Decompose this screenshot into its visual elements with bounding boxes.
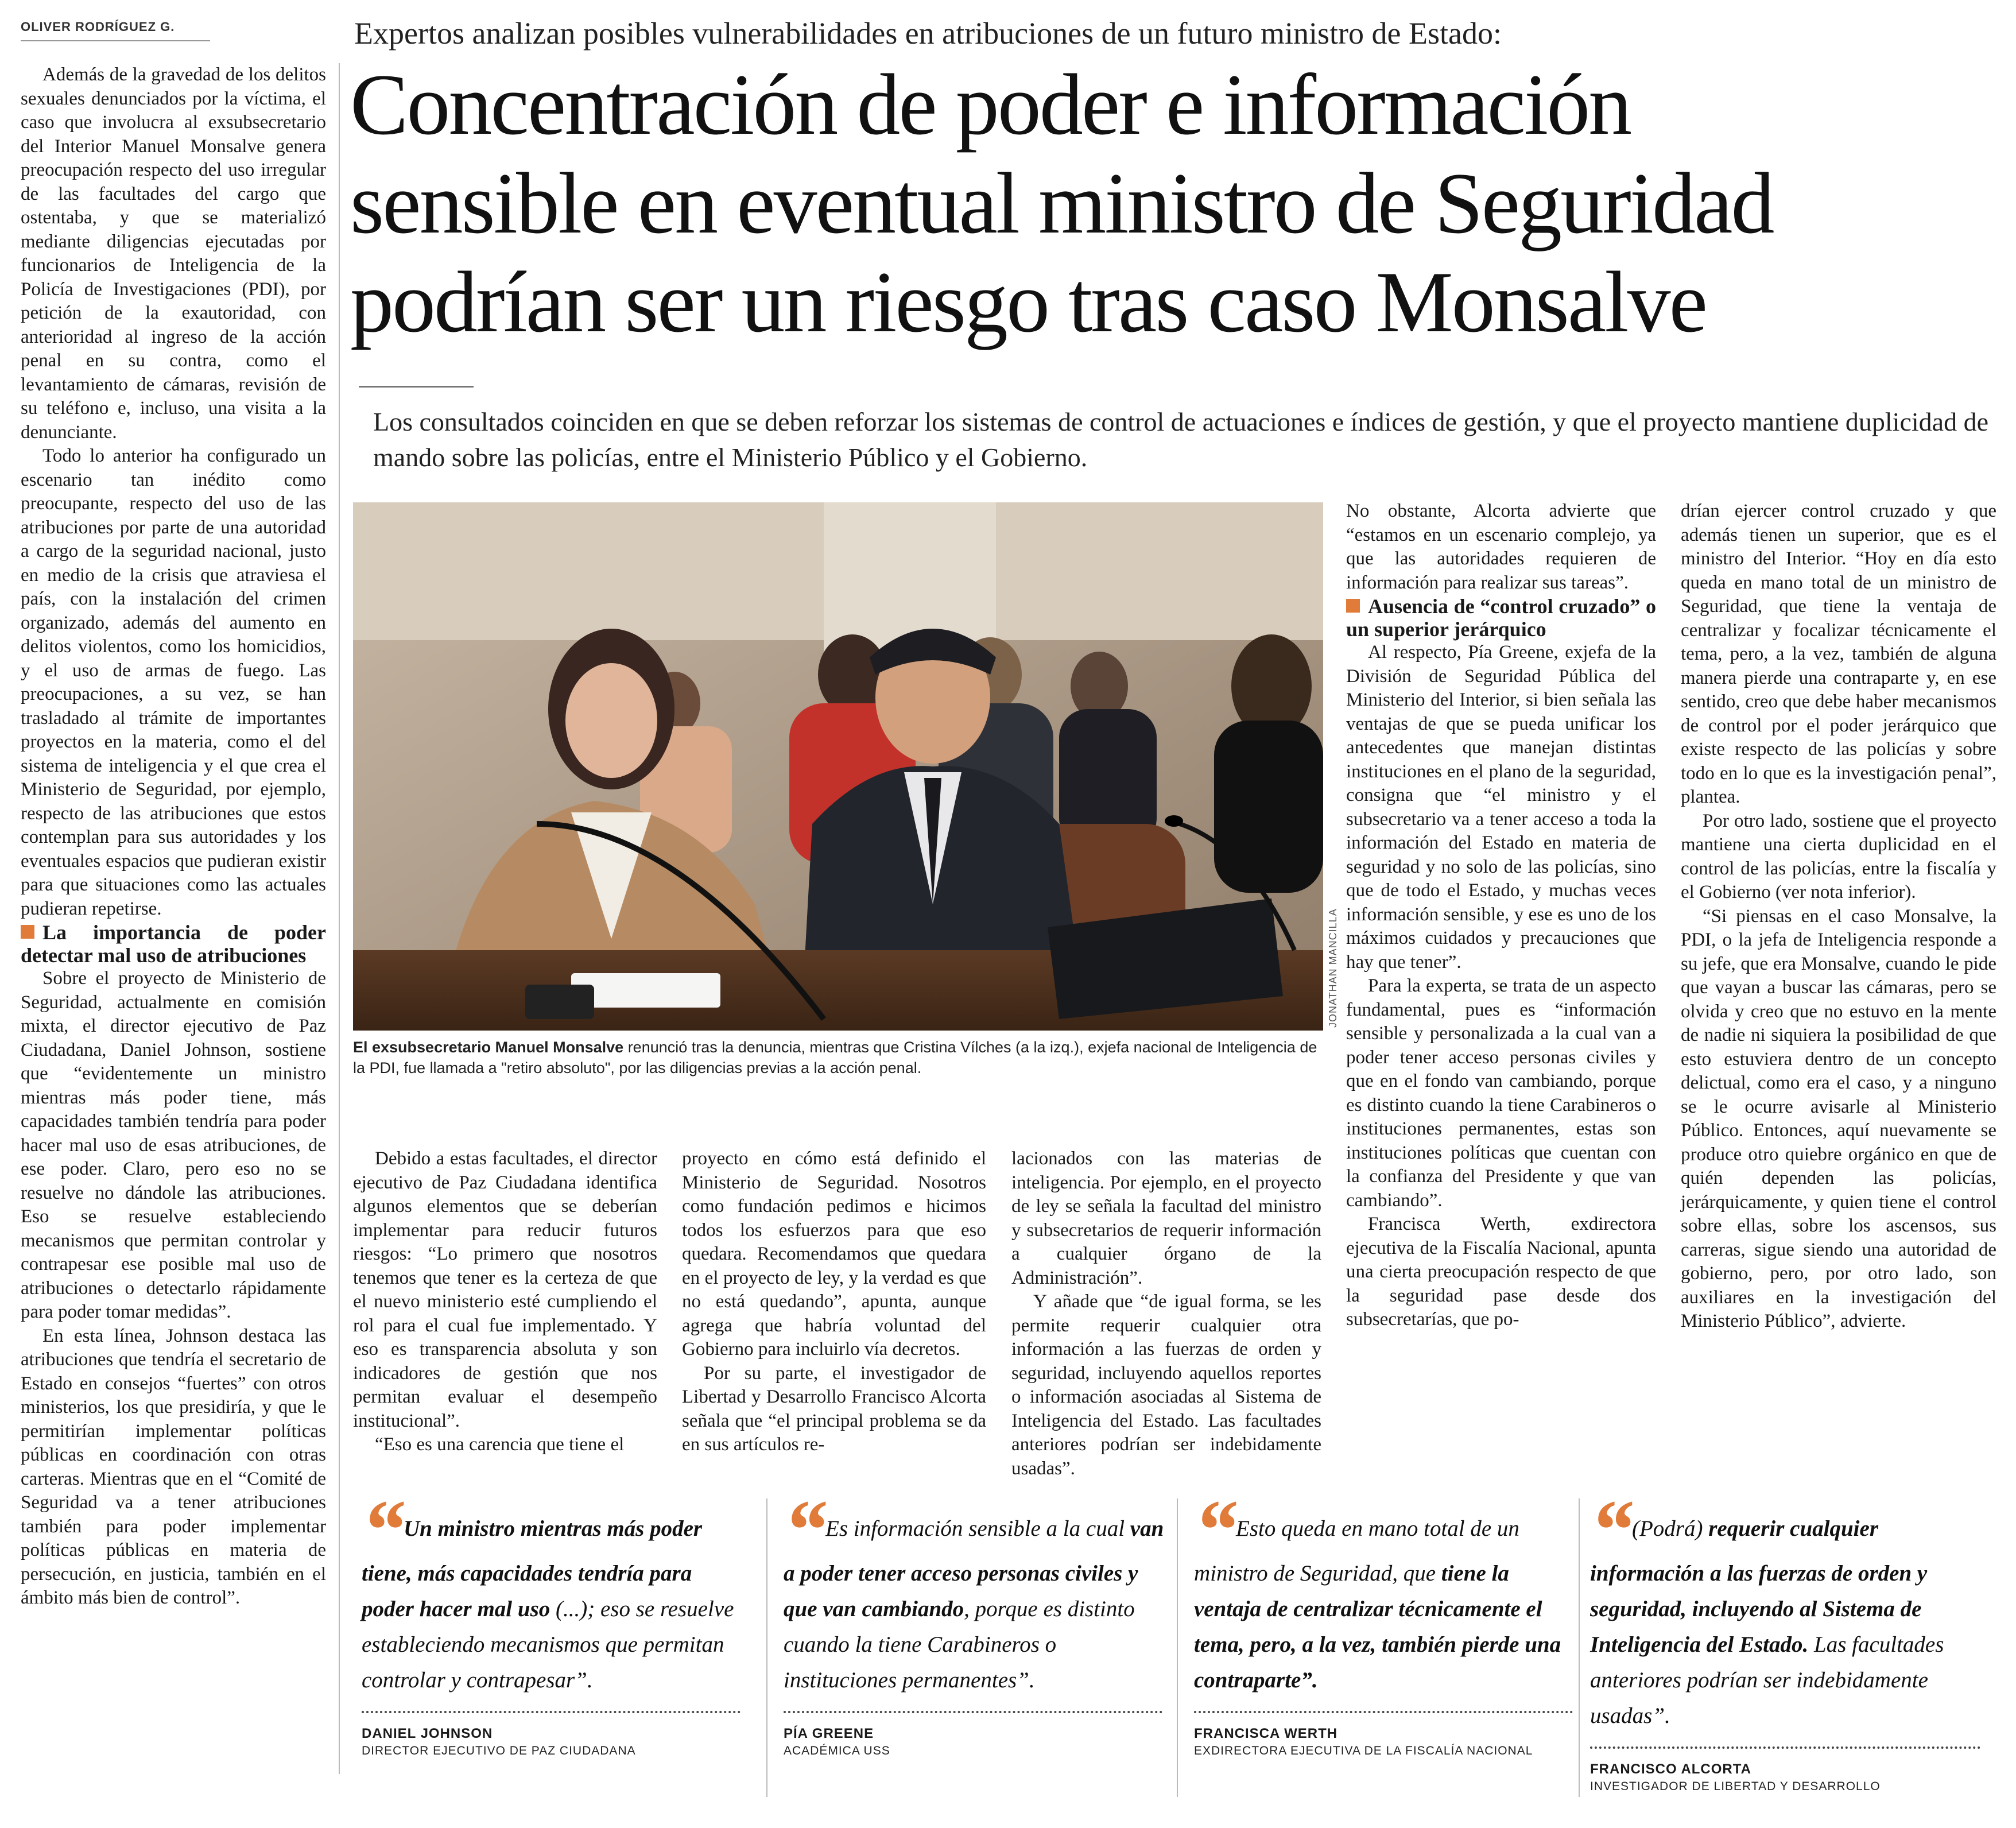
column-2 <box>353 1147 657 1457</box>
quote-bold: Un ministro mientras más poder tiene, más capacidades tendría para poder hacer mal uso <box>362 1516 703 1621</box>
subheading: La importancia de poder detectar mal uso de atribuciones <box>21 921 326 967</box>
pull-quote-2 <box>784 1482 1168 1758</box>
pull-quote-3 <box>1194 1482 1579 1758</box>
quote-author: PÍA GREENE <box>784 1726 874 1741</box>
column-6 <box>1681 499 1996 1334</box>
byline-rule <box>21 40 210 41</box>
headline-line-1: Concentración de poder e información <box>350 56 1631 153</box>
photo-illustration <box>353 502 1323 1031</box>
quote-text: Esto queda en mano total de un ministro de Seguridad, que <box>1194 1516 1519 1586</box>
quote-text: Las facultades anteriores podrían ser indebidamente usadas”. <box>1590 1632 1944 1728</box>
paragraph: proyecto en cómo está definido el Ministerio de Seguridad. Nosotros como fundación pedimos e hicimos todos los esfuerzos para que eso quedara. Recomendamos que quedara en el proyecto de ley, y la verdad es que no está quedando”, apunta, aunque agrega que habría voluntad del Gobierno para incluirlo vía decretos. <box>682 1148 986 1360</box>
column-4 <box>1011 1147 1321 1481</box>
pull-quote-4 <box>1590 1482 1986 1794</box>
column-3 <box>682 1147 986 1457</box>
headline-rule <box>359 386 474 388</box>
quote-mark-icon: “ <box>1194 1482 1229 1578</box>
quote-divider <box>1590 1746 1980 1749</box>
paragraph: “Si piensas en el caso Monsalve, la PDI, o la jefa de Inteligencia responde a su jefe, que era Monsalve, cuando le pide que vayan a buscar las cámaras, pero se olvida y creo que no estuvo en la mente de nadie ni siquiera la posibilidad de que esto estuviera dentro de un concepto delictual, como era el caso, y a ninguno se le ocurre avisarle al Ministerio Público. Entonces, aquí nuevamente se produce otro quiebre orgánico en que de quién dependen las policías, jerárquicamente, y quien tiene el control sobre ellas, sobre los ascensos, sus carreras, sigue siendo una autoridad de gobierno, pero, por otro lado, son auxiliares en la investigación del Ministerio Público”, advierte. <box>1681 905 1996 1331</box>
quote-author: DANIEL JOHNSON <box>362 1726 493 1741</box>
paragraph: Sobre el proyecto de Ministerio de Seguridad, actualmente en comisión mixta, el director ejecutivo de Paz Ciudadana, Daniel Johnson, sostiene que “evidentemente un ministro mientras más poder tiene, más capacidades también tendría para poder hacer mal uso de esas atribuciones, de ese poder. Claro, pero eso no se resuelve no dándole las atribuciones. Eso se resuelve estableciendo mecanismos que permitan controlar y contrapesar ese posible mal uso de atribuciones o detectarlo rápidamente para poder tomar medidas”. <box>21 968 326 1322</box>
subheading: Ausencia de “control cruzado” o un superior jerárquico <box>1346 595 1656 641</box>
paragraph: En esta línea, Johnson destaca las atribuciones que tendría el secretario de Estado en consejos “fuertes” con otros ministerios, los que presidiría, y que le permitirían implementar políticas públicas en coordinación con otras carteras. Mientras que en el “Comité de Seguridad va a tener atribuciones también para poder implementar políticas públicas en materia de persecución, en justicia, también en el ámbito más bien de control”. <box>21 1325 326 1608</box>
column-1 <box>21 63 326 1610</box>
paragraph: drían ejercer control cruzado y que además tienen un superior, que es el ministro del Interior. “Hoy en día esto queda en mano total de un ministro de Seguridad, que tiene la ventaja de centralizar y focalizar técnicamente el tema, pero, a la vez, también de alguna manera pierde una contraparte y, en ese sentido, creo que debe haber mecanismos de control por el poder jerárquico que existe respecto de las policías y sobre todo en lo que es la investigación penal”, plantea. <box>1681 501 1996 807</box>
photo-caption <box>353 1037 1323 1078</box>
quote-author-role: EXDIRECTORA EJECUTIVA DE LA FISCALÍA NACIONAL <box>1194 1744 1533 1757</box>
quote-bold: requerir cualquier información a las fuerzas de orden y seguridad, incluyendo al Sistema de Inteligencia del Estado. <box>1590 1516 1928 1657</box>
headline <box>350 55 1773 351</box>
article-photo <box>353 502 1323 1031</box>
quote-author: FRANCISCO ALCORTA <box>1590 1761 1751 1777</box>
paragraph: “Eso es una carencia que tiene el <box>375 1434 625 1455</box>
quote-bold: van a poder tener acceso personas civiles y que van cambiando <box>784 1516 1164 1621</box>
column-5 <box>1346 499 1656 1332</box>
quote-divider-vertical <box>766 1498 767 1797</box>
quote-divider <box>1194 1711 1573 1713</box>
caption-bold: El exsubsecretario Manuel Monsalve <box>353 1039 624 1056</box>
column-divider <box>339 63 340 1774</box>
paragraph: Todo lo anterior ha configurado un escenario tan inédito como preocupante, respecto del uso de las atribuciones por parte de una autoridad a cargo de la seguridad nacional, justo en medio de la crisis que atraviesa el país, con la instalación del crimen organizado, además del aumento en delitos violentos, como los homicidios, y el uso de armas de fuego. Las preocupaciones, a su vez, se han trasladado al trámite de importantes proyectos en la materia, como el del sistema de inteligencia y el que crea el Ministerio de Seguridad, por ejemplo, respecto de las atribuciones que estos contemplan para sus autoridades y los eventuales espacios que pudieran existir para que situaciones como las actuales pudieran repetirse. <box>21 446 326 919</box>
quote-author-role: DIRECTOR EJECUTIVO DE PAZ CIUDADANA <box>362 1744 636 1757</box>
quote-text: (...); eso se resuelve estableciendo mecanismos que permitan controlar y contrapesar”. <box>362 1597 734 1693</box>
quote-text: Es información sensible a la cual <box>825 1516 1130 1541</box>
quote-divider-vertical <box>1177 1498 1178 1797</box>
paragraph: No obstante, Alcorta advierte que “estamos en un escenario complejo, ya que las autoridades requieren de información para realizar sus tareas”. <box>1346 501 1656 593</box>
quote-author-role: INVESTIGADOR DE LIBERTAD Y DESARROLLO <box>1590 1780 1881 1793</box>
deck: Los consultados coinciden en que se deben reforzar los sistemas de control de actuaciones e índices de gestión, y que el proyecto mantiene duplicidad de mando sobre las policías, entre el Ministerio Público y el Gobierno. <box>373 407 1988 472</box>
paragraph: Debido a estas facultades, el director ejecutivo de Paz Ciudadana identifica algunos elementos que se deberían implementar para reducir futuros riesgos: “Lo primero que nosotros tenemos que tener es la certeza de que el nuevo ministerio esté cumpliendo el rol para el cual fue implementado. Y eso es transparencia absoluta y son indicadores de gestión que nos permitan evaluar el desempeño institucional”. <box>353 1148 657 1431</box>
quote-mark-icon: “ <box>1590 1482 1625 1578</box>
quote-author: FRANCISCA WERTH <box>1194 1726 1338 1741</box>
photo-credit: JONATHAN MANCILLA <box>1327 908 1339 1028</box>
quote-text: (Podrá) <box>1632 1516 1709 1541</box>
kicker: Expertos analizan posibles vulnerabilidades en atribuciones de un futuro ministro de Estado: <box>354 16 1502 51</box>
subhead-marker <box>1346 599 1360 613</box>
caption-text: renunció tras la denuncia, mientras que Cristina Vílches (a la izq.), exjefa nacional de Inteligencia de la PDI, fue llamada a "retiro absoluto", por las diligencias previas a la acción penal. <box>353 1039 1317 1076</box>
quote-bold: tiene la ventaja de centralizar técnicamente el tema, pero, a la vez, también pierde una contraparte”. <box>1194 1561 1561 1693</box>
paragraph: Al respecto, Pía Greene, exjefa de la División de Seguridad Pública del Ministerio del Interior, si bien señala las ventajas de que se pueda unificar los antecedentes que manejan distintas instituciones en el plano de la seguridad, consigna que “el ministro y el subsecretario va a tener acceso a toda la información del Estado en materia de seguridad y no solo de las policías, sino que de todo el Estado, y muchas veces información sensible, y ese es uno de los máximos cuidados y precauciones que hay que tener”. <box>1346 642 1656 973</box>
quote-divider <box>784 1711 1162 1713</box>
paragraph: Para la experta, se trata de un aspecto fundamental, pues es “información sensible y personalizada a la cual van a poder tener acceso personas civiles y que en el fondo van cambiando, porque es distinto cuando la tiene Carabineros o instituciones permanentes, estas son instituciones políticas que cuentan con la confianza del Presidente y que van cambiando”. <box>1346 975 1656 1211</box>
quote-text: , porque es distinto cuando la tiene Carabineros o instituciones permanentes”. <box>784 1597 1135 1693</box>
paragraph: Y añade que “de igual forma, se les permite requerir cualquier otra información a las fuerzas de orden y seguridad, incluyendo aquellos reportes o información asociadas al Sistema de Inteligencia del Estado. Las facultades anteriores podrían ser indebidamente usadas”. <box>1011 1291 1321 1479</box>
paragraph: Además de la gravedad de los delitos sexuales denunciados por la víctima, el caso que involucra al exsubsecretario del Interior Manuel Monsalve genera preocupación respecto del uso irregular de las facultades del cargo que ostentaba, y que se materializó mediante diligencias ejecutadas por funcionarios de Inteligencia de la Policía de Investigaciones (PDI), por petición de la exautoridad, con anterioridad al ingreso de la acción penal en su contra, como el levantamiento de cámaras, revisión de su teléfono e, incluso, una visita a la denunciante. <box>21 64 326 443</box>
paragraph: Por otro lado, sostiene que el proyecto mantiene una cierta duplicidad en el control de las policías, entre la fiscalía y el Gobierno (ver nota inferior). <box>1681 810 1996 903</box>
paragraph: lacionados con las materias de inteligencia. Por ejemplo, en el proyecto de ley se señala la facultad del ministro y subsecretarios de requerir información a cualquier órgano de la Administración”. <box>1011 1148 1321 1288</box>
paragraph: Francisca Werth, exdirectora ejecutiva de la Fiscalía Nacional, apunta una cierta preocupación respecto de que la seguridad pase desde dos subsecretarías, que po- <box>1346 1214 1656 1330</box>
quote-author-role: ACADÉMICA USS <box>784 1744 890 1757</box>
pull-quote-1 <box>362 1482 746 1758</box>
quote-divider-vertical <box>1579 1498 1580 1797</box>
headline-line-3: podrían ser un riesgo tras caso Monsalve <box>350 254 1707 350</box>
subhead-marker <box>21 925 34 939</box>
quote-mark-icon: “ <box>362 1482 397 1578</box>
paragraph: Por su parte, el investigador de Libertad y Desarrollo Francisco Alcorta señala que “el principal problema se da en sus artículos re- <box>682 1362 986 1455</box>
headline-line-2: sensible en eventual ministro de Seguridad <box>350 155 1773 251</box>
quote-divider <box>362 1711 741 1713</box>
quote-mark-icon: “ <box>784 1482 819 1578</box>
byline: OLIVER RODRÍGUEZ G. <box>21 20 175 34</box>
